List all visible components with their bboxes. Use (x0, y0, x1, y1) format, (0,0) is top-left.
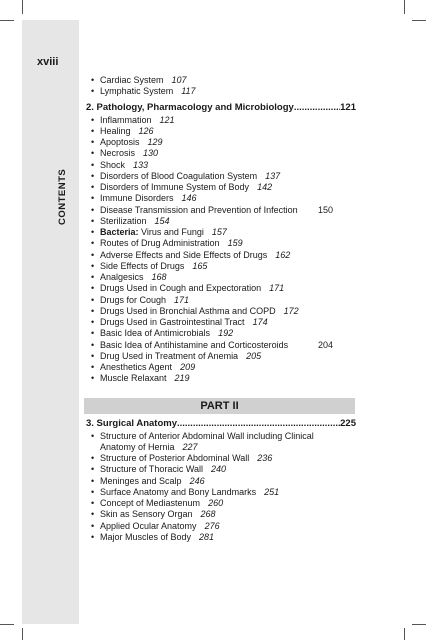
top-items-list (86, 75, 356, 98)
list-item: • Lymphatic System 117 (86, 86, 356, 97)
list-item: • Apoptosis 129 (86, 137, 356, 148)
list-item: • Concept of Mediastenum 260 (86, 498, 356, 509)
crop-mark (404, 0, 405, 14)
list-item: • Muscle Relaxant 219 (86, 373, 356, 384)
chapter-heading: 3. Surgical Anatomy ..... 225 (86, 418, 356, 430)
list-item: • Shock 133 (86, 160, 356, 171)
list-item: • Sterilization 154 (86, 216, 356, 227)
list-item: • Disorders of Blood Coagulation System 137 (86, 171, 356, 182)
crop-mark (0, 20, 14, 21)
list-item: • Structure of Thoracic Wall 240 (86, 464, 356, 475)
list-item: • Anesthetics Agent 209 (86, 362, 356, 373)
list-item: • Basic Idea of Antimicrobials 192 (86, 328, 356, 339)
list-item: • Immune Disorders 146 (86, 193, 356, 204)
list-item: • Basic Idea of Antihistamine and Corticosteroids 204 (86, 340, 356, 351)
crop-mark (412, 624, 426, 625)
list-item: • Drugs Used in Cough and Expectoration 171 (86, 283, 356, 294)
list-item: • Applied Ocular Anatomy 276 (86, 521, 356, 532)
crop-mark (22, 628, 23, 640)
page-number: xviii (37, 56, 59, 68)
list-item: • Cardiac System 107 (86, 75, 356, 86)
list-item: • Inflammation 121 (86, 115, 356, 126)
crop-mark (0, 624, 14, 625)
list-item: • Structure of Anterior Abdominal Wall including Clinical Anatomy of Hernia 227 (86, 431, 356, 454)
list-item: • Side Effects of Drugs 165 (86, 261, 356, 272)
list-item: • Disorders of Immune System of Body 142 (86, 182, 356, 193)
list-item: • Routes of Drug Administration 159 (86, 238, 356, 249)
crop-mark (22, 0, 23, 14)
list-item: • Drugs for Cough 171 (86, 295, 356, 306)
chapter2-list (86, 115, 356, 385)
list-item: • Bacteria: Virus and Fungi 157 (86, 227, 356, 238)
list-item: • Adverse Effects and Side Effects of Drugs 162 (86, 250, 356, 261)
side-tab (22, 20, 79, 624)
crop-mark (404, 628, 405, 640)
list-item: • Drugs Used in Gastrointestinal Tract 174 (86, 317, 356, 328)
list-item: • Skin as Sensory Organ 268 (86, 509, 356, 520)
chapter-heading: 2. Pathology, Pharmacology and Microbiology ..... 121 (86, 102, 356, 114)
list-item: • Major Muscles of Body 281 (86, 532, 356, 543)
list-item: • Meninges and Scalp 246 (86, 476, 356, 487)
chapter3-list (86, 431, 356, 544)
toc-content (86, 75, 356, 543)
list-item: • Healing 126 (86, 126, 356, 137)
list-item: • Disease Transmission and Prevention of Infection 150 (86, 205, 356, 216)
part-heading: PART II (84, 398, 355, 414)
list-item: • Necrosis 130 (86, 148, 356, 159)
crop-mark (412, 20, 426, 21)
list-item: • Drug Used in Treatment of Anemia 205 (86, 351, 356, 362)
contents-label: CONTENTS (57, 168, 68, 225)
list-item: • Drugs Used in Bronchial Asthma and COPD 172 (86, 306, 356, 317)
list-item: • Structure of Posterior Abdominal Wall 236 (86, 453, 356, 464)
list-item: • Analgesics 168 (86, 272, 356, 283)
list-item: • Surface Anatomy and Bony Landmarks 251 (86, 487, 356, 498)
